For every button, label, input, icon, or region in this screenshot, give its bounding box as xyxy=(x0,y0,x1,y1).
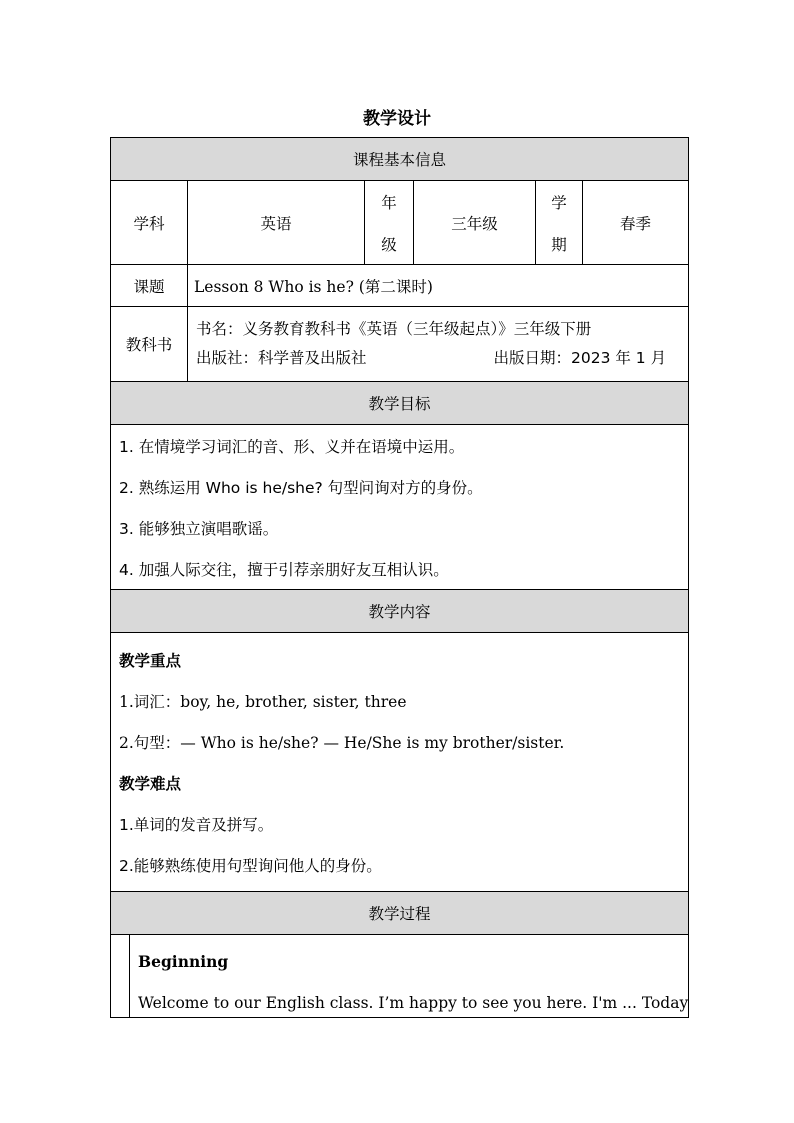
textbook-label: 教科书 xyxy=(111,307,188,382)
subject-value: 英语 xyxy=(188,181,365,265)
lesson-plan-table xyxy=(110,137,689,1018)
grade-value: 三年级 xyxy=(414,181,536,265)
difficult-point-item: 2.能够熟练使用句型询问他人的身份。 xyxy=(119,856,382,875)
key-point-item: 1.词汇：boy, he, brother, sister, three xyxy=(119,692,407,711)
textbook-info xyxy=(188,307,689,382)
section-header-basic-info: 课程基本信息 xyxy=(111,138,689,181)
section-header-goals: 教学目标 xyxy=(111,382,689,425)
teaching-process xyxy=(111,935,689,1018)
grade-label xyxy=(365,181,414,265)
term-value: 春季 xyxy=(583,181,689,265)
teaching-content xyxy=(111,633,689,892)
section-header-content: 教学内容 xyxy=(111,590,689,633)
textbook-title: 书名：义务教育教科书《英语（三年级起点）》三年级下册 xyxy=(196,320,592,338)
goal-item: 3. 能够独立演唱歌谣。 xyxy=(111,507,689,548)
key-point-item: 2.句型：— Who is he/she? — He/She is my brother/sister. xyxy=(119,733,565,752)
difficult-point-item: 1.单词的发音及拼写。 xyxy=(119,815,274,834)
subject-label: 学科 xyxy=(111,181,188,265)
grade-label-char-2: 级 xyxy=(381,235,397,254)
section-header-process: 教学过程 xyxy=(111,892,689,935)
term-label xyxy=(536,181,583,265)
term-label-char-1: 学 xyxy=(551,193,567,212)
goal-item: 1. 在情境学习词汇的音、形、义并在语境中运用。 xyxy=(111,425,689,467)
topic-value: Lesson 8 Who is he? (第二课时) xyxy=(188,265,689,307)
page-title: 教学设计 xyxy=(363,109,431,129)
difficult-points-heading: 教学难点 xyxy=(119,774,182,793)
textbook-publish-date: 出版日期：2023 年 1 月 xyxy=(493,349,667,367)
process-stage-heading: Beginning xyxy=(138,952,229,971)
textbook-publisher: 出版社：科学普及出版社 xyxy=(196,349,367,367)
term-label-char-2: 期 xyxy=(551,235,567,254)
key-points-heading: 教学重点 xyxy=(119,651,182,670)
goal-item: 2. 熟练运用 Who is he/she? 句型问询对方的身份。 xyxy=(111,466,689,507)
process-text: Welcome to our English class. I’m happy to see you here. I'm ... Today xyxy=(138,993,689,1012)
topic-label: 课题 xyxy=(111,265,188,307)
grade-label-char-1: 年 xyxy=(381,193,397,212)
goal-item: 4. 加强人际交往，擅于引荐亲朋好友互相认识。 xyxy=(111,548,689,590)
